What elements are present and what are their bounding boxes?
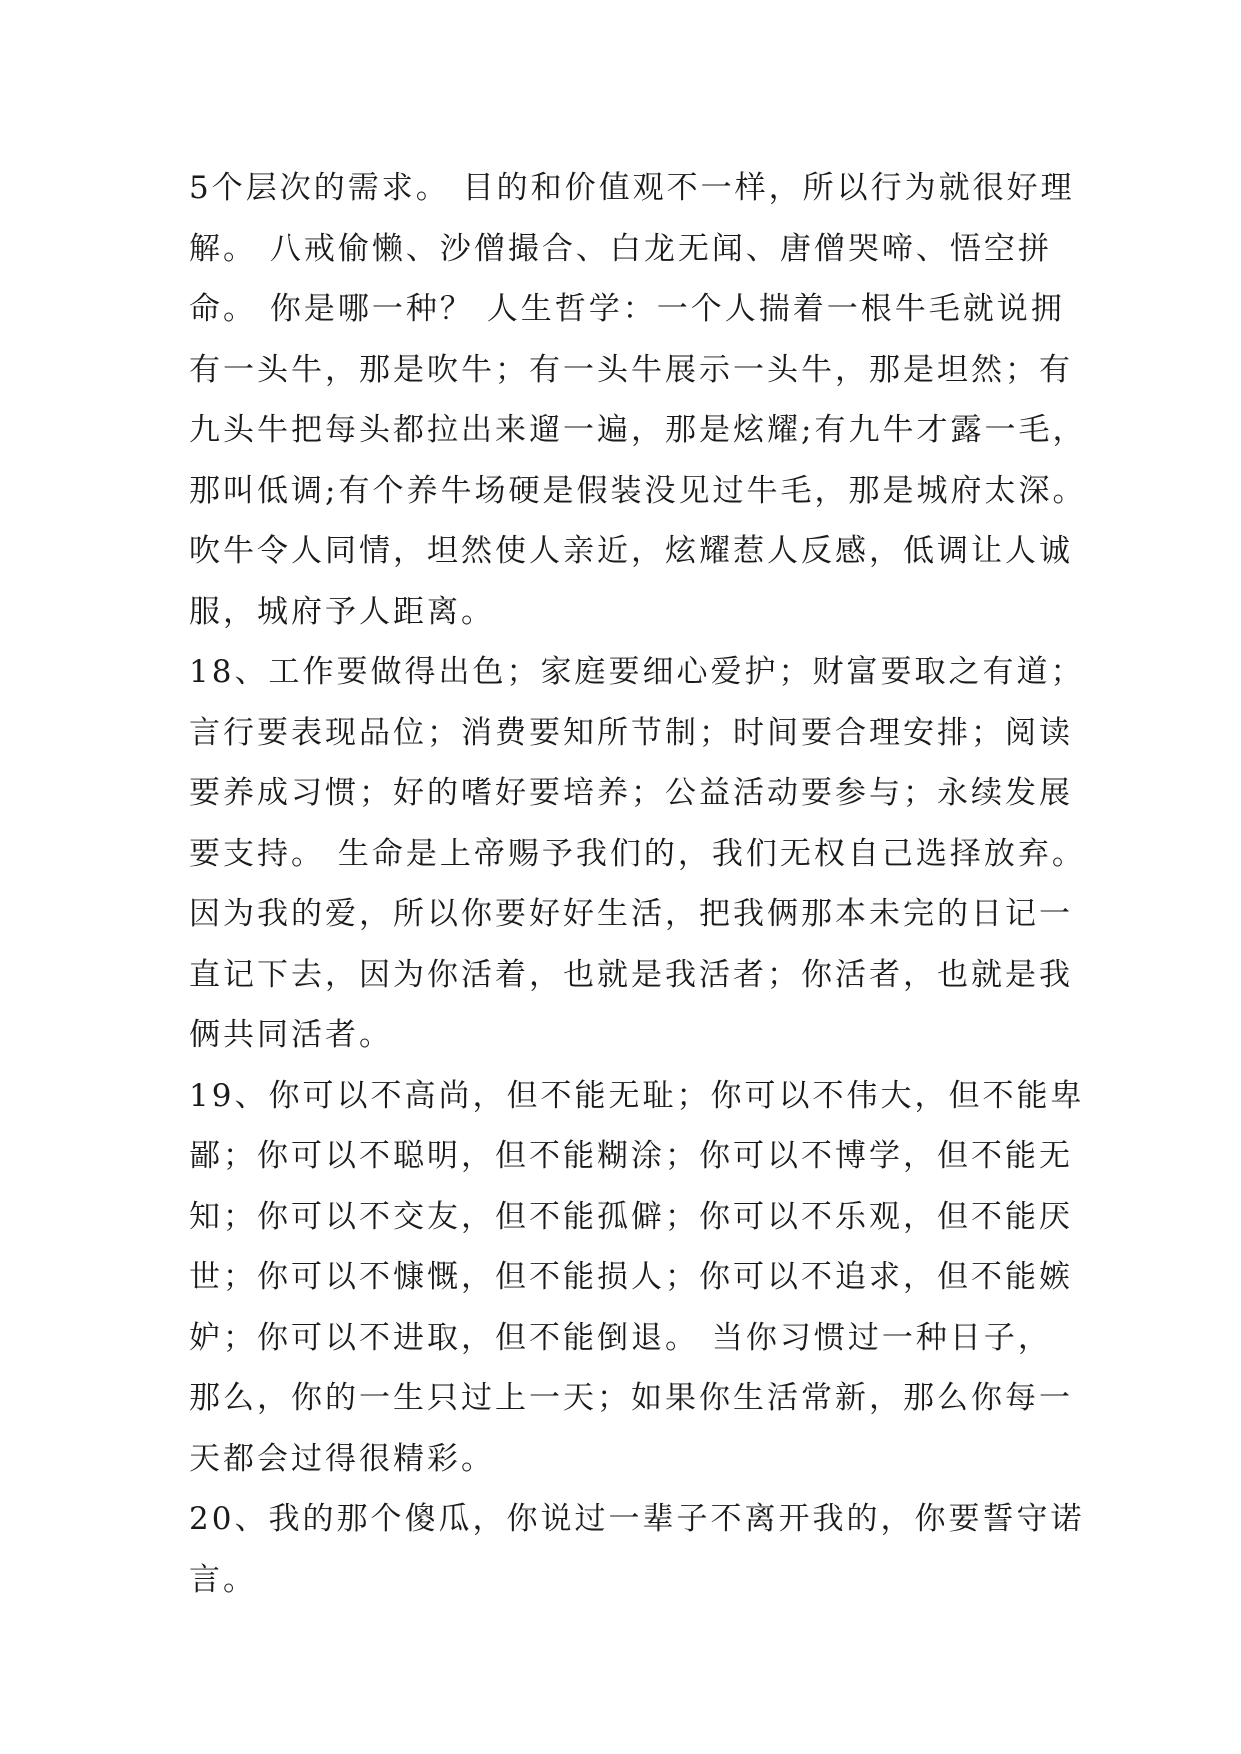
text-line: 知；你可以不交友，但不能孤僻；你可以不乐观，但不能厌 [189, 1198, 1073, 1235]
text-line: 直记下去，因为你活着，也就是我活者；你活者，也就是我 [189, 956, 1073, 993]
text-line: 言。 [189, 1561, 257, 1598]
text-line: 5个层次的需求。 目的和价值观不一样，所以行为就很好理 [189, 170, 1075, 206]
text-line: 那么，你的一生只过上一天；如果你生活常新，那么你每一 [189, 1380, 1073, 1416]
text-line: 要支持。 生命是上帝赐予我们的，我们无权自己选择放弃。 [189, 835, 1086, 872]
text-line: 要养成习惯；好的嗜好要培养；公益活动要参与；永续发展 [189, 775, 1073, 811]
document-body [189, 158, 1087, 1610]
text-line: 解。 八戒偷懒、沙僧撮合、白龙无闻、唐僧哭啼、悟空拼 [189, 230, 1052, 267]
text-line: 命。 你是哪一种？ 人生哲学：一个人揣着一根牛毛就说拥 [189, 291, 1065, 327]
text-line: 世；你可以不慷慨，但不能损人；你可以不追求，但不能嫉 [189, 1259, 1073, 1295]
text-line: 吹牛令人同情，坦然使人亲近，炫耀惹人反感，低调让人诚 [189, 533, 1073, 569]
text-line: 19、你可以不高尚，但不能无耻；你可以不伟大，但不能卑 [189, 1077, 1085, 1114]
text-line: 天都会过得很精彩。 [189, 1440, 495, 1477]
text-line: 鄙；你可以不聪明，但不能糊涂；你可以不博学，但不能无 [189, 1138, 1073, 1174]
text-line: 因为我的爱，所以你要好好生活，把我俩那本未完的日记一 [189, 896, 1073, 932]
text-line: 18、工作要做得出色；家庭要细心爱护；财富要取之有道； [189, 654, 1085, 690]
text-line: 20、我的那个傻瓜，你说过一辈子不离开我的，你要誓守诺 [189, 1501, 1085, 1537]
text-line: 那叫低调;有个养牛场硬是假装没见过牛毛，那是城府太深。 [189, 472, 1087, 509]
text-line: 妒；你可以不进取，但不能倒退。 当你习惯过一种日子， [189, 1319, 1052, 1356]
text-line: 俩共同活者。 [189, 1017, 393, 1053]
text-line: 言行要表现品位；消费要知所节制；时间要合理安排；阅读 [189, 714, 1073, 751]
text-line: 有一头牛，那是吹牛；有一头牛展示一头牛，那是坦然；有 [189, 351, 1073, 388]
text-line: 九头牛把每头都拉出来遛一遍，那是炫耀;有九牛才露一毛， [189, 412, 1087, 448]
text-line: 服，城府予人距离。 [189, 593, 495, 630]
